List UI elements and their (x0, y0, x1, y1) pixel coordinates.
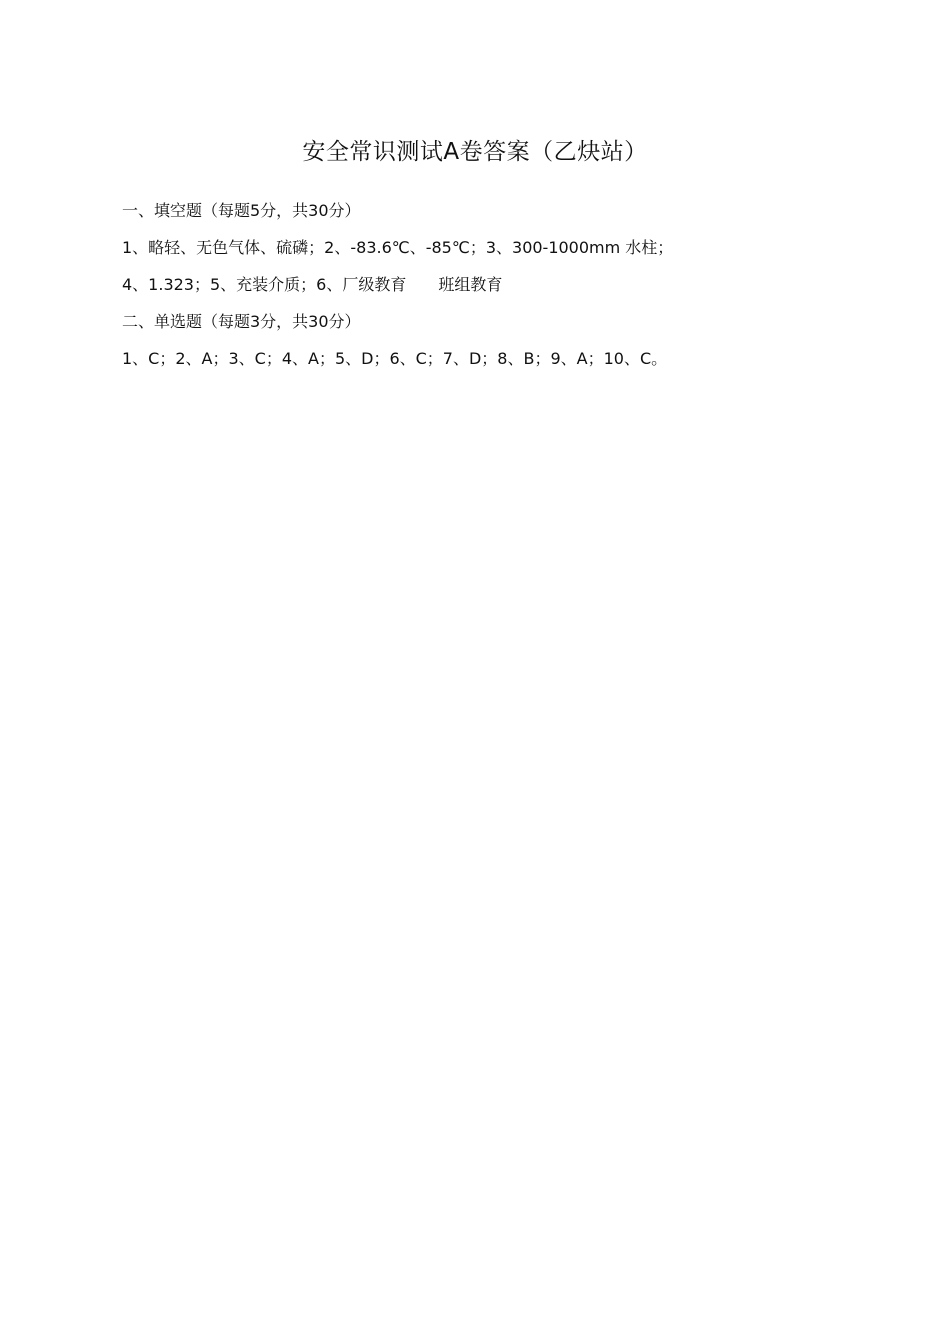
section-fill-in-heading: 一、填空题（每题5分，共30分） (122, 201, 361, 220)
fill-in-answers-line-2: 4、1.323；5、充装介质；6、厂级教育 班组教育 (122, 275, 503, 294)
single-choice-answers-line: 1、C；2、A；3、C；4、A；5、D；6、C；7、D；8、B；9、A；10、C。 (122, 349, 668, 368)
fill-in-answers-line-1: 1、略轻、无色气体、硫磷；2、-83.6℃、-85℃；3、300-1000mm 水柱； (122, 238, 674, 257)
section-single-choice-heading: 二、单选题（每题3分，共30分） (122, 312, 361, 331)
document-title: 安全常识测试A卷答案（乙炔站） (302, 139, 648, 165)
